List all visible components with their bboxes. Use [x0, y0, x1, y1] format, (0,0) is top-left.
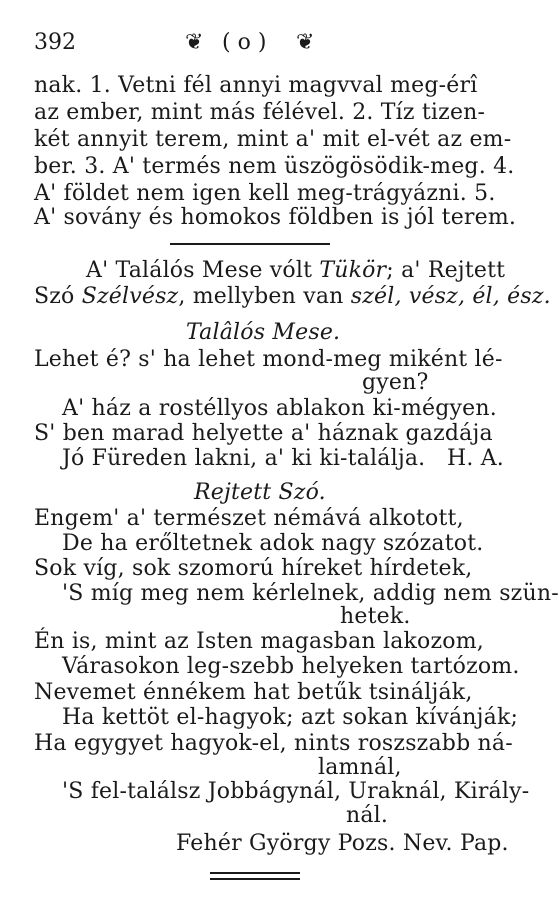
- section-divider: [170, 243, 330, 245]
- intro-text: ; a' Rejtett: [386, 258, 506, 283]
- secret-line: 'S míg meg nem kérlelnek, addig nem szün-: [62, 581, 559, 606]
- prose-line: A' sovány és homokos földben is jól terem.: [34, 205, 517, 230]
- intro-text: , mellyben van: [178, 284, 351, 309]
- signature: Fehér György Pozs. Nev. Pap.: [176, 831, 509, 856]
- secret-line: Én is, mint az Isten magasban lakozom,: [34, 629, 484, 654]
- prose-line: az ember, mint más félével. 2. Tíz tizen-: [34, 100, 486, 125]
- secret-line: Engem' a' természet némává alkotott,: [34, 506, 464, 531]
- intro-word-tukor: Tükör: [319, 258, 387, 283]
- end-rule: [210, 872, 300, 880]
- page-number: 392: [34, 30, 76, 55]
- secret-line: Ha kettöt el-hagyok; azt sokan kívánják;: [62, 705, 519, 730]
- intro-word-szelvesz: Szélvész: [81, 284, 179, 309]
- riddle-line: gyen?: [362, 370, 429, 395]
- prose-line: nak. 1. Vetni fél annyi magvval meg-érî: [34, 73, 478, 98]
- intro-line-2: [34, 284, 551, 310]
- prose-line: ber. 3. A' termés nem üszögösödik-meg. 4.: [34, 154, 515, 179]
- secret-title: Rejtett Szó.: [194, 480, 326, 505]
- secret-line: hetek.: [340, 604, 411, 629]
- intro-words: szél, vész, él, ész.: [350, 284, 551, 309]
- secret-line: Sok víg, sok szomorú híreket hírdetek,: [34, 556, 473, 581]
- riddle-line: A' ház a rostéllyos ablakon ki-mégyen.: [62, 396, 497, 421]
- secret-line: 'S fel-találsz Jobbágynál, Uraknál, Király-: [62, 779, 530, 804]
- prose-line: két annyit terem, mint a' mit el-vét az em-: [34, 127, 512, 152]
- secret-line: Nevemet énnékem hat betűk tsinálják,: [34, 680, 473, 705]
- intro-text: A' Találós Mese vólt: [86, 258, 320, 283]
- ornament-right-icon: ❦: [296, 30, 315, 55]
- riddle-line: Lehet é? s' ha lehet mond-meg miként lé-: [34, 347, 503, 372]
- prose-line: A' földet nem igen kell meg-trágyázni. 5.: [34, 181, 496, 206]
- secret-line: Várasokon leg-szebb helyeken tartózom.: [62, 654, 520, 679]
- riddle-title: Talâlós Mese.: [186, 320, 341, 345]
- secret-line: nál.: [346, 803, 389, 828]
- ornament-left-icon: ❦: [185, 30, 204, 55]
- riddle-line: S' ben marad helyette a' háznak gazdája: [34, 421, 493, 446]
- intro-text: Szó: [34, 284, 82, 309]
- secret-line: De ha erőltetnek adok nagy szózatot.: [62, 531, 484, 556]
- secret-line: Ha egygyet hagyok-el, nints roszszabb ná-: [34, 731, 513, 756]
- intro-line-1: [86, 258, 505, 284]
- header-middle: ( o ): [222, 30, 267, 55]
- secret-line: lamnál,: [318, 755, 402, 780]
- riddle-line: Jó Füreden lakni, a' ki ki-találja. H. A.: [62, 446, 504, 471]
